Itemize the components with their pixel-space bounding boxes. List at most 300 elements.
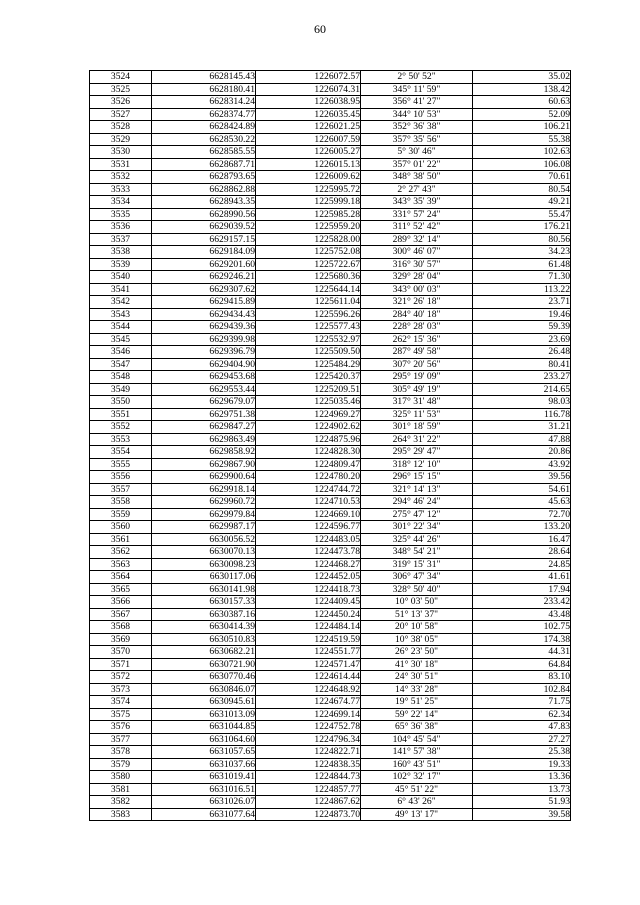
distance-cell: 102.75	[473, 621, 571, 634]
bearing-cell: 14° 33' 28"	[361, 683, 473, 696]
table-row	[90, 646, 571, 659]
table-row	[90, 333, 571, 346]
bearing-cell: 45° 51' 22"	[361, 783, 473, 796]
bearing-cell: 357° 35' 56"	[361, 133, 473, 146]
table-row	[90, 533, 571, 546]
distance-cell: 98.03	[473, 396, 571, 409]
y-coordinate-cell: 1224873.70	[256, 808, 361, 821]
x-coordinate-cell: 6630510.83	[152, 633, 256, 646]
y-coordinate-cell: 1226035.45	[256, 108, 361, 121]
point-number-cell: 3582	[90, 796, 152, 809]
bearing-cell: 262° 15' 36"	[361, 333, 473, 346]
x-coordinate-cell: 6631019.41	[152, 771, 256, 784]
y-coordinate-cell: 1226072.57	[256, 71, 361, 84]
y-coordinate-cell: 1224844.73	[256, 771, 361, 784]
point-number-cell: 3535	[90, 208, 152, 221]
x-coordinate-cell: 6629039.52	[152, 221, 256, 234]
point-number-cell: 3534	[90, 196, 152, 209]
y-coordinate-cell: 1224596.77	[256, 521, 361, 534]
bearing-cell: 296° 15' 15"	[361, 471, 473, 484]
y-coordinate-cell: 1226038.95	[256, 96, 361, 109]
point-number-cell: 3567	[90, 608, 152, 621]
distance-cell: 60.63	[473, 96, 571, 109]
y-coordinate-cell: 1224828.30	[256, 446, 361, 459]
bearing-cell: 352° 36' 38"	[361, 121, 473, 134]
distance-cell: 214.65	[473, 383, 571, 396]
table-row	[90, 296, 571, 309]
table-row	[90, 758, 571, 771]
bearing-cell: 41° 30' 18"	[361, 658, 473, 671]
x-coordinate-cell: 6629453.68	[152, 371, 256, 384]
distance-cell: 28.64	[473, 546, 571, 559]
point-number-cell: 3542	[90, 296, 152, 309]
point-number-cell: 3562	[90, 546, 152, 559]
point-number-cell: 3566	[90, 596, 152, 609]
y-coordinate-cell: 1225999.18	[256, 196, 361, 209]
bearing-cell: 300° 46' 07"	[361, 246, 473, 259]
x-coordinate-cell: 6629918.14	[152, 483, 256, 496]
y-coordinate-cell: 1225611.04	[256, 296, 361, 309]
bearing-cell: 357° 01' 22"	[361, 158, 473, 171]
distance-cell: 16.47	[473, 533, 571, 546]
point-number-cell: 3544	[90, 321, 152, 334]
y-coordinate-cell: 1224809.47	[256, 458, 361, 471]
point-number-cell: 3553	[90, 433, 152, 446]
x-coordinate-cell: 6629201.60	[152, 258, 256, 271]
table-row	[90, 483, 571, 496]
distance-cell: 106.08	[473, 158, 571, 171]
table-row	[90, 146, 571, 159]
table-row	[90, 171, 571, 184]
bearing-cell: 51° 13' 37"	[361, 608, 473, 621]
table-row	[90, 596, 571, 609]
x-coordinate-cell: 6631026.07	[152, 796, 256, 809]
y-coordinate-cell: 1224780.20	[256, 471, 361, 484]
table-row	[90, 633, 571, 646]
x-coordinate-cell: 6630387.16	[152, 608, 256, 621]
point-number-cell: 3569	[90, 633, 152, 646]
distance-cell: 59.39	[473, 321, 571, 334]
table-row	[90, 183, 571, 196]
table-row	[90, 808, 571, 821]
x-coordinate-cell: 6629867.90	[152, 458, 256, 471]
point-number-cell: 3525	[90, 83, 152, 96]
bearing-cell: 321° 14' 13"	[361, 483, 473, 496]
point-number-cell: 3561	[90, 533, 152, 546]
y-coordinate-cell: 1226021.25	[256, 121, 361, 134]
x-coordinate-cell: 6630770.46	[152, 671, 256, 684]
distance-cell: 54.61	[473, 483, 571, 496]
distance-cell: 51.93	[473, 796, 571, 809]
distance-cell: 26.48	[473, 346, 571, 359]
bearing-cell: 2° 50' 52"	[361, 71, 473, 84]
distance-cell: 34.23	[473, 246, 571, 259]
table-row	[90, 108, 571, 121]
distance-cell: 62.34	[473, 708, 571, 721]
table-row	[90, 283, 571, 296]
y-coordinate-cell: 1225420.37	[256, 371, 361, 384]
y-coordinate-cell: 1226005.27	[256, 146, 361, 159]
y-coordinate-cell: 1224902.62	[256, 421, 361, 434]
y-coordinate-cell: 1224409.45	[256, 596, 361, 609]
coordinates-table	[89, 70, 571, 821]
table-row	[90, 196, 571, 209]
point-number-cell: 3530	[90, 146, 152, 159]
y-coordinate-cell: 1225985.28	[256, 208, 361, 221]
x-coordinate-cell: 6628990.56	[152, 208, 256, 221]
distance-cell: 80.56	[473, 233, 571, 246]
y-coordinate-cell: 1225209.51	[256, 383, 361, 396]
distance-cell: 70.61	[473, 171, 571, 184]
point-number-cell: 3528	[90, 121, 152, 134]
table-row	[90, 96, 571, 109]
y-coordinate-cell: 1224551.77	[256, 646, 361, 659]
bearing-cell: 10° 03' 50"	[361, 596, 473, 609]
y-coordinate-cell: 1224796.34	[256, 733, 361, 746]
point-number-cell: 3533	[90, 183, 152, 196]
bearing-cell: 329° 28' 04"	[361, 271, 473, 284]
x-coordinate-cell: 6629751.38	[152, 408, 256, 421]
bearing-cell: 325° 44' 26"	[361, 533, 473, 546]
point-number-cell: 3577	[90, 733, 152, 746]
point-number-cell: 3552	[90, 421, 152, 434]
bearing-cell: 289° 32' 14"	[361, 233, 473, 246]
y-coordinate-cell: 1224710.53	[256, 496, 361, 509]
y-coordinate-cell: 1225532.97	[256, 333, 361, 346]
table-row	[90, 383, 571, 396]
table-row	[90, 496, 571, 509]
point-number-cell: 3538	[90, 246, 152, 259]
x-coordinate-cell: 6630846.07	[152, 683, 256, 696]
bearing-cell: 228° 28' 03"	[361, 321, 473, 334]
y-coordinate-cell: 1224867.62	[256, 796, 361, 809]
bearing-cell: 20° 10' 58"	[361, 621, 473, 634]
bearing-cell: 5° 30' 46"	[361, 146, 473, 159]
y-coordinate-cell: 1225995.72	[256, 183, 361, 196]
bearing-cell: 301° 22' 34"	[361, 521, 473, 534]
table-row	[90, 271, 571, 284]
table-row	[90, 321, 571, 334]
point-number-cell: 3537	[90, 233, 152, 246]
x-coordinate-cell: 6628530.22	[152, 133, 256, 146]
bearing-cell: 316° 30' 57"	[361, 258, 473, 271]
x-coordinate-cell: 6630414.39	[152, 621, 256, 634]
point-number-cell: 3548	[90, 371, 152, 384]
x-coordinate-cell: 6629553.44	[152, 383, 256, 396]
table-row	[90, 696, 571, 709]
y-coordinate-cell: 1224875.96	[256, 433, 361, 446]
distance-cell: 55.38	[473, 133, 571, 146]
distance-cell: 102.84	[473, 683, 571, 696]
x-coordinate-cell: 6629900.64	[152, 471, 256, 484]
bearing-cell: 343° 35' 39"	[361, 196, 473, 209]
x-coordinate-cell: 6631016.51	[152, 783, 256, 796]
table-row	[90, 121, 571, 134]
point-number-cell: 3539	[90, 258, 152, 271]
y-coordinate-cell: 1224519.59	[256, 633, 361, 646]
y-coordinate-cell: 1226074.31	[256, 83, 361, 96]
y-coordinate-cell: 1226015.13	[256, 158, 361, 171]
point-number-cell: 3540	[90, 271, 152, 284]
page-number: 60	[314, 22, 326, 36]
y-coordinate-cell: 1224699.14	[256, 708, 361, 721]
bearing-cell: 328° 50' 40"	[361, 583, 473, 596]
table-row	[90, 208, 571, 221]
point-number-cell: 3557	[90, 483, 152, 496]
distance-cell: 174.38	[473, 633, 571, 646]
bearing-cell: 305° 49' 19"	[361, 383, 473, 396]
bearing-cell: 294° 46' 24"	[361, 496, 473, 509]
bearing-cell: 10° 38' 05"	[361, 633, 473, 646]
distance-cell: 13.73	[473, 783, 571, 796]
distance-cell: 39.56	[473, 471, 571, 484]
table-row	[90, 458, 571, 471]
y-coordinate-cell: 1224418.73	[256, 583, 361, 596]
bearing-cell: 19° 51' 25"	[361, 696, 473, 709]
y-coordinate-cell: 1225828.00	[256, 233, 361, 246]
bearing-cell: 295° 19' 09"	[361, 371, 473, 384]
x-coordinate-cell: 6628585.55	[152, 146, 256, 159]
point-number-cell: 3574	[90, 696, 152, 709]
y-coordinate-cell: 1224468.27	[256, 558, 361, 571]
x-coordinate-cell: 6629399.98	[152, 333, 256, 346]
bearing-cell: 295° 29' 47"	[361, 446, 473, 459]
distance-cell: 47.88	[473, 433, 571, 446]
y-coordinate-cell: 1224744.72	[256, 483, 361, 496]
x-coordinate-cell: 6630157.33	[152, 596, 256, 609]
point-number-cell: 3532	[90, 171, 152, 184]
x-coordinate-cell: 6630721.90	[152, 658, 256, 671]
distance-cell: 80.54	[473, 183, 571, 196]
point-number-cell: 3536	[90, 221, 152, 234]
bearing-cell: 104° 45' 54"	[361, 733, 473, 746]
bearing-cell: 2° 27' 43"	[361, 183, 473, 196]
distance-cell: 43.92	[473, 458, 571, 471]
y-coordinate-cell: 1224674.77	[256, 696, 361, 709]
x-coordinate-cell: 6631044.85	[152, 721, 256, 734]
distance-cell: 72.70	[473, 508, 571, 521]
distance-cell: 31.21	[473, 421, 571, 434]
bearing-cell: 318° 12' 10"	[361, 458, 473, 471]
distance-cell: 17.94	[473, 583, 571, 596]
point-number-cell: 3541	[90, 283, 152, 296]
distance-cell: 64.84	[473, 658, 571, 671]
table-row	[90, 433, 571, 446]
table-row	[90, 246, 571, 259]
point-number-cell: 3554	[90, 446, 152, 459]
y-coordinate-cell: 1224483.05	[256, 533, 361, 546]
table-row	[90, 683, 571, 696]
x-coordinate-cell: 6629863.49	[152, 433, 256, 446]
y-coordinate-cell: 1224822.71	[256, 746, 361, 759]
distance-cell: 133.20	[473, 521, 571, 534]
point-number-cell: 3543	[90, 308, 152, 321]
table-row	[90, 783, 571, 796]
table-row	[90, 158, 571, 171]
table-row	[90, 796, 571, 809]
bearing-cell: 284° 40' 18"	[361, 308, 473, 321]
distance-cell: 52.09	[473, 108, 571, 121]
distance-cell: 45.63	[473, 496, 571, 509]
point-number-cell: 3578	[90, 746, 152, 759]
x-coordinate-cell: 6628943.35	[152, 196, 256, 209]
y-coordinate-cell: 1225722.67	[256, 258, 361, 271]
bearing-cell: 319° 15' 31"	[361, 558, 473, 571]
y-coordinate-cell: 1225680.36	[256, 271, 361, 284]
y-coordinate-cell: 1225035.46	[256, 396, 361, 409]
bearing-cell: 344° 10' 53"	[361, 108, 473, 121]
point-number-cell: 3526	[90, 96, 152, 109]
y-coordinate-cell: 1226009.62	[256, 171, 361, 184]
point-number-cell: 3560	[90, 521, 152, 534]
table-row	[90, 133, 571, 146]
table-row	[90, 521, 571, 534]
point-number-cell: 3531	[90, 158, 152, 171]
table-row	[90, 396, 571, 409]
distance-cell: 27.27	[473, 733, 571, 746]
distance-cell: 233.27	[473, 371, 571, 384]
bearing-cell: 356° 41' 27"	[361, 96, 473, 109]
x-coordinate-cell: 6629396.79	[152, 346, 256, 359]
table-row	[90, 558, 571, 571]
x-coordinate-cell: 6629246.21	[152, 271, 256, 284]
y-coordinate-cell: 1224752.78	[256, 721, 361, 734]
y-coordinate-cell: 1225959.20	[256, 221, 361, 234]
x-coordinate-cell: 6629404.90	[152, 358, 256, 371]
table-row	[90, 546, 571, 559]
point-number-cell: 3524	[90, 71, 152, 84]
table-row	[90, 221, 571, 234]
point-number-cell: 3583	[90, 808, 152, 821]
x-coordinate-cell: 6630070.13	[152, 546, 256, 559]
bearing-cell: 275° 47' 12"	[361, 508, 473, 521]
table-row	[90, 233, 571, 246]
distance-cell: 47.83	[473, 721, 571, 734]
x-coordinate-cell: 6631013.09	[152, 708, 256, 721]
x-coordinate-cell: 6630056.52	[152, 533, 256, 546]
x-coordinate-cell: 6629157.15	[152, 233, 256, 246]
x-coordinate-cell: 6628314.24	[152, 96, 256, 109]
x-coordinate-cell: 6629439.36	[152, 321, 256, 334]
distance-cell: 71.30	[473, 271, 571, 284]
x-coordinate-cell: 6630682.21	[152, 646, 256, 659]
bearing-cell: 306° 47' 34"	[361, 571, 473, 584]
bearing-cell: 325° 11' 53"	[361, 408, 473, 421]
x-coordinate-cell: 6629960.72	[152, 496, 256, 509]
bearing-cell: 49° 13' 17"	[361, 808, 473, 821]
table-row	[90, 358, 571, 371]
x-coordinate-cell: 6629415.89	[152, 296, 256, 309]
distance-cell: 19.33	[473, 758, 571, 771]
x-coordinate-cell: 6630098.23	[152, 558, 256, 571]
bearing-cell: 343° 00' 03"	[361, 283, 473, 296]
distance-cell: 13.36	[473, 771, 571, 784]
y-coordinate-cell: 1224614.44	[256, 671, 361, 684]
x-coordinate-cell: 6630945.61	[152, 696, 256, 709]
point-number-cell: 3571	[90, 658, 152, 671]
x-coordinate-cell: 6628374.77	[152, 108, 256, 121]
y-coordinate-cell: 1225484.29	[256, 358, 361, 371]
table-row	[90, 471, 571, 484]
x-coordinate-cell: 6630141.98	[152, 583, 256, 596]
distance-cell: 25.38	[473, 746, 571, 759]
y-coordinate-cell: 1226007.59	[256, 133, 361, 146]
y-coordinate-cell: 1225596.26	[256, 308, 361, 321]
y-coordinate-cell: 1225752.08	[256, 246, 361, 259]
bearing-cell: 331° 57' 24"	[361, 208, 473, 221]
point-number-cell: 3529	[90, 133, 152, 146]
bearing-cell: 65° 36' 38"	[361, 721, 473, 734]
x-coordinate-cell: 6629979.84	[152, 508, 256, 521]
distance-cell: 55.47	[473, 208, 571, 221]
bearing-cell: 141° 57' 38"	[361, 746, 473, 759]
table-row	[90, 708, 571, 721]
x-coordinate-cell: 6628862.88	[152, 183, 256, 196]
bearing-cell: 26° 23' 50"	[361, 646, 473, 659]
x-coordinate-cell: 6629847.27	[152, 421, 256, 434]
bearing-cell: 59° 22' 14"	[361, 708, 473, 721]
table-row	[90, 621, 571, 634]
table-row	[90, 371, 571, 384]
point-number-cell: 3579	[90, 758, 152, 771]
point-number-cell: 3572	[90, 671, 152, 684]
table-row	[90, 721, 571, 734]
point-number-cell: 3576	[90, 721, 152, 734]
y-coordinate-cell: 1224571.47	[256, 658, 361, 671]
point-number-cell: 3549	[90, 383, 152, 396]
bearing-cell: 24° 30' 51"	[361, 671, 473, 684]
x-coordinate-cell: 6628687.71	[152, 158, 256, 171]
table-row	[90, 71, 571, 84]
distance-cell: 49.21	[473, 196, 571, 209]
point-number-cell: 3550	[90, 396, 152, 409]
point-number-cell: 3565	[90, 583, 152, 596]
bearing-cell: 348° 54' 21"	[361, 546, 473, 559]
point-number-cell: 3555	[90, 458, 152, 471]
x-coordinate-cell: 6629858.92	[152, 446, 256, 459]
point-number-cell: 3580	[90, 771, 152, 784]
bearing-cell: 321° 26' 18"	[361, 296, 473, 309]
bearing-cell: 287° 49' 58"	[361, 346, 473, 359]
bearing-cell: 160° 43' 51"	[361, 758, 473, 771]
distance-cell: 113.22	[473, 283, 571, 296]
table-row	[90, 346, 571, 359]
bearing-cell: 317° 31' 48"	[361, 396, 473, 409]
table-row	[90, 571, 571, 584]
y-coordinate-cell: 1224450.24	[256, 608, 361, 621]
x-coordinate-cell: 6631057.65	[152, 746, 256, 759]
distance-cell: 116.78	[473, 408, 571, 421]
point-number-cell: 3575	[90, 708, 152, 721]
distance-cell: 43.48	[473, 608, 571, 621]
distance-cell: 61.48	[473, 258, 571, 271]
distance-cell: 138.42	[473, 83, 571, 96]
x-coordinate-cell: 6629184.09	[152, 246, 256, 259]
bearing-cell: 264° 31' 22"	[361, 433, 473, 446]
distance-cell: 19.46	[473, 308, 571, 321]
bearing-cell: 307° 20' 56"	[361, 358, 473, 371]
point-number-cell: 3564	[90, 571, 152, 584]
table-row	[90, 608, 571, 621]
y-coordinate-cell: 1224648.92	[256, 683, 361, 696]
point-number-cell: 3573	[90, 683, 152, 696]
table-row	[90, 583, 571, 596]
x-coordinate-cell: 6628180.41	[152, 83, 256, 96]
distance-cell: 83.10	[473, 671, 571, 684]
y-coordinate-cell: 1224473.78	[256, 546, 361, 559]
x-coordinate-cell: 6630117.06	[152, 571, 256, 584]
x-coordinate-cell: 6628793.65	[152, 171, 256, 184]
